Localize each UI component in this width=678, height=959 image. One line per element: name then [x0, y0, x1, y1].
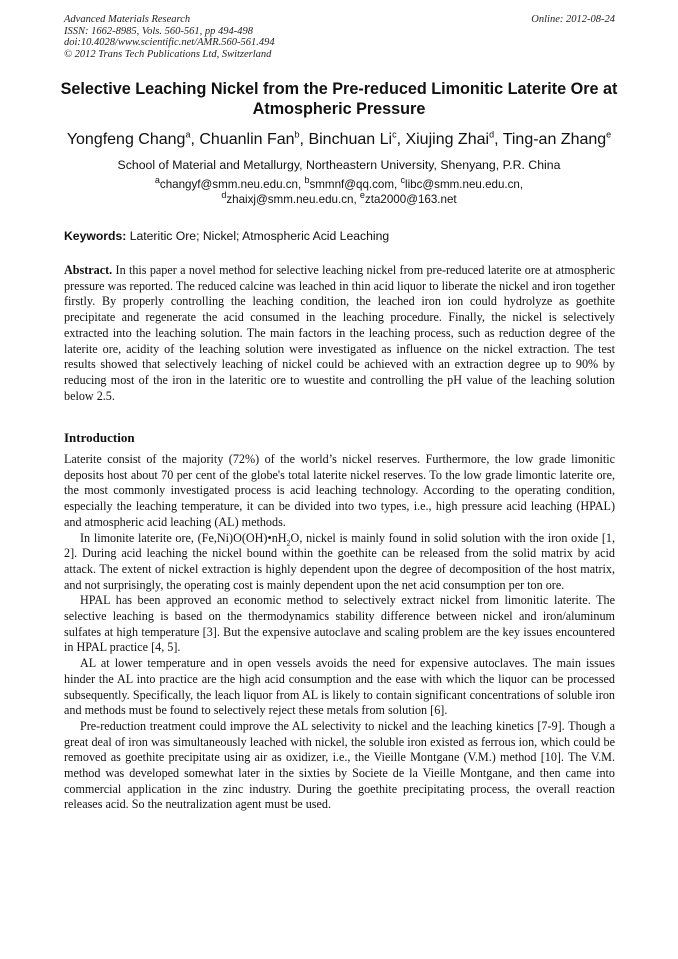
keywords	[64, 229, 615, 244]
author-name: Xiujing Zhai	[405, 131, 490, 148]
author-sep: ,	[396, 131, 406, 148]
intro-paragraph-5: Pre-reduction treatment could improve the AL selectivity to nickel and the leaching kinetics [7-9]. Though a great deal of iron was simultaneously leached with nickel, the soluble iron existed as ferrous ion, which could be removed as goethite precipitate using air as oxidizer, i.e., the Vieille Montgane (V.M.) method [10]. The V.M. method was developed somewhat later in the sixties by Societe de la Vieille Montgane, and then came into commercial application in the zinc industry. During the goethite precipitating process, the overall reaction releases acid. So the neutralization agent must be used.	[64, 718, 615, 812]
email-b[interactable]: smmnf@qq.com	[309, 178, 395, 191]
introduction-heading: Introduction	[64, 430, 135, 445]
keywords-text: Lateritic Ore; Nickel; Atmospheric Acid Leaching	[129, 229, 390, 243]
author-name: Binchuan Li	[308, 131, 393, 148]
issn-line: ISSN: 1662-8985, Vols. 560-561, pp 494-498	[64, 25, 253, 37]
author-sup: e	[606, 129, 612, 140]
paper-title: Selective Leaching Nickel from the Pre-reduced Limonitic Laterite Ore at Atmospheric Pressure	[60, 80, 618, 118]
author-sup: b	[294, 129, 300, 140]
copyright-line: © 2012 Trans Tech Publications Ltd, Switzerland	[64, 48, 272, 60]
introduction-body	[64, 452, 615, 813]
author-sup: a	[185, 129, 191, 140]
intro-paragraph-3: HPAL has been approved an economic method to selectively extract nickel from limonitic laterite. The selective leaching is based on the thermodynamics stability difference between nickel and iron/aluminum sulfates at high temperature [3]. But the expensive autoclave and scaling problem are the key issues encountered in HPAL practice [4, 5].	[64, 593, 615, 655]
journal-name: Advanced Materials Research	[64, 14, 191, 25]
email-d[interactable]: zhaixj@smm.neu.edu.cn	[226, 192, 354, 206]
email-list: $^a$changyf@smm.neu.edu.cn, $^b$smmnf@qq.com, $^c$libc@smm.neu.edu.cn, $^d$zhaixj@smm.neu.edu.cn, $^e$zta2000@163.net	[154, 175, 524, 206]
intro-paragraph-4: AL at lower temperature and in open vessels avoids the need for expensive autoclaves. The main issues hinder the AL into practice are the high acid consumption and the ease with which the liquor can be processed subsequently. Specifically, the leach liquor from AL is likely to contain significant concentrations of soluble iron and methods must be found to selectively reject these metals from solution [6].	[64, 656, 615, 718]
author-sep: ,	[494, 131, 503, 148]
abstract	[64, 263, 615, 404]
author-sup: c	[392, 129, 397, 140]
author-name: Chuanlin Fan	[199, 131, 295, 148]
keywords-label: Keywords:	[64, 229, 127, 243]
online-date: Online: 2012-08-24	[531, 14, 615, 25]
email-c[interactable]: libc@smm.neu.edu.cn	[405, 178, 520, 191]
abstract-text: In this paper a novel method for selective leaching nickel from pre-reduced laterite ore at atmospheric pressure was reported. The reduced calcine was leached in thin acid liquor to liberate the nickel and iron together firstly. By properly controlling the leaching condition, the leached iron ion could hydrolyze as goethite precipitate and regenerate the acid consumed in the leaching procedure. Finally, the nickel is selectively extracted into the leaching solution. The main factors in the leaching process, such as reduction degree of the laterite ore, acidity of the leaching solution were investigated as influence on the nickel extraction. The test results showed that selectively leaching of nickel could be achieved with an extraction degree up to 90% by reducing most of the iron in the lateritic ore to wuestite and controlling the pH value of the leaching solution below 2.5.	[64, 263, 615, 403]
intro-paragraph-2: In limonite laterite ore, $(Fe,Ni)O(OH)•nH_2O$, nickel is mainly found in solid solution with the iron oxide [1, 2]. During acid leaching the nickel bound within the goethite can be released from the solid matrix by acid attack. The extent of nickel extraction is highly dependent upon the degree of decomposition of the host matrix, and not surprisingly, the operating cost is mainly dependent upon the net acid consumption per ton ore.	[64, 530, 615, 592]
author-name: Yongfeng Chang	[66, 131, 186, 148]
journal-header	[64, 14, 615, 60]
email-e[interactable]: zta2000@163.net	[364, 192, 457, 206]
author-list	[30, 130, 648, 150]
affiliation: School of Material and Metallurgy, Northeastern University, Shenyang, P.R. China	[117, 158, 561, 172]
author-sup: d	[489, 129, 495, 140]
intro-paragraph-1: Laterite consist of the majority (72%) of the world’s nickel reserves. Furthermore, the low grade limonitic deposits host about 70 per cent of the globe's total laterite nickel reserves. To the low grade limontic laterite ore, the most commonly investigated process is acid leaching technology. According to the operating condition, especially the leaching temperature, it can be divided into two types, i.e., high pressure acid leaching (HPAL) and atmospheric acid leaching (AL) methods.	[64, 452, 615, 529]
abstract-label: Abstract.	[64, 263, 113, 277]
author-sep: ,	[299, 131, 309, 148]
email-a[interactable]: changyf@smm.neu.edu.cn	[159, 178, 298, 191]
author-sep: ,	[190, 131, 200, 148]
doi-line: doi:10.4028/www.scientific.net/AMR.560-561.494	[64, 37, 275, 49]
author-name: Ting-an Zhang	[502, 131, 607, 148]
